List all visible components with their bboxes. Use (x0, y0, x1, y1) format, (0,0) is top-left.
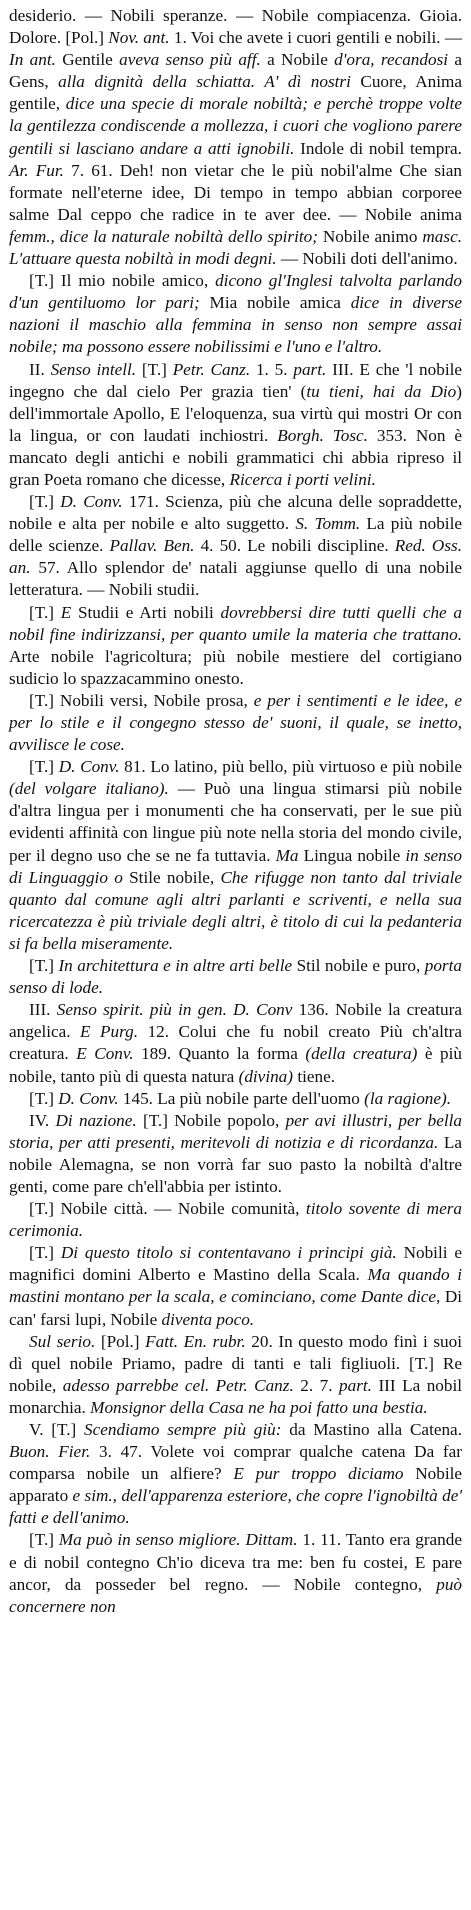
text-run: è più nobile, tanto più di questa natura (9, 1044, 462, 1086)
italic-text: Scendiamo sempre più giù: (84, 1420, 290, 1439)
text-run: ) dell'immortale Apollo, E l'eloquenza, sua virtù qui mostri Or con la lingua, or con laudati inchiostri. (9, 381, 462, 445)
entry-paragraph (9, 602, 462, 690)
text-run: Studii e Arti nobili (77, 602, 221, 622)
text-run: La più nobile delle scienze. (9, 514, 462, 556)
text-run: [T.] (29, 1530, 59, 1550)
italic-text: In architettura e in altre arti belle (58, 956, 297, 976)
text-run: IV. (29, 1110, 56, 1130)
italic-text: Ma quando i mastini montano per la scala, e cominciano, come Dante dice, (9, 1265, 462, 1307)
text-run: Arte nobile l'agricoltura; più nobile mestiere del cortigiano sudicio lo spazzacammino onesto. (9, 646, 462, 688)
entry-paragraph (9, 1242, 462, 1330)
italic-text: D. Conv. (60, 492, 129, 512)
text-run: V. [T.] (29, 1420, 85, 1439)
text-run: Nobile apparato (9, 1464, 462, 1506)
text-run: 171. Scienza, più che alcuna delle sopraddette, nobile e alta per nobile e alto suggetto. (9, 492, 463, 534)
text-run: 145. La più nobile parte dell'uomo (122, 1088, 365, 1108)
entry-paragraph (9, 999, 462, 1087)
italic-text: e per i sentimenti e le idee, e per lo stile e il congegno stesso de' suoni, il quale, se inetto, avvilisce le cose. (9, 690, 463, 755)
text-run: II. (29, 359, 51, 379)
text-run: 1. 5. (255, 359, 294, 379)
text-run: Mia nobile amica (209, 293, 351, 313)
entry-paragraph (9, 955, 462, 999)
italic-text: Fatt. En. rubr. (145, 1331, 252, 1351)
italic-text: (la ragione). (364, 1088, 452, 1108)
italic-text: Di questo titolo si contentavano i principi già. (60, 1243, 404, 1263)
entry-paragraph (9, 1198, 462, 1242)
entry-paragraph (9, 5, 462, 270)
italic-text: Che rifugge non tanto dal triviale quanto dal comune agli altri parlanti e scriventi, e nella sua ricercatezza è più triviale degli altri, è titolo di cui la pedanteria si fa bella miseramente. (9, 867, 462, 953)
italic-text: In ant. (9, 50, 63, 70)
text-run: III La nobil monarchia. (9, 1375, 463, 1417)
italic-text: Senso spirit. più in gen. D. Conv (56, 1000, 299, 1020)
italic-text: Nov. ant. (108, 28, 174, 48)
text-run: [T.] (29, 757, 59, 777)
italic-text: (della creatura) (305, 1044, 425, 1064)
italic-text: dice una specie di morale nobiltà; e perchè troppe volte la gentilezza condiscende a mollezza, i cuori che vogliono parere gentili si lasciano andare a atti ignobili. (9, 94, 462, 158)
entry-paragraph (9, 270, 462, 358)
text-run: Stil nobile e puro, (296, 956, 425, 976)
text-run: [T.] Nobile popolo, (142, 1110, 286, 1130)
text-run: tiene. (297, 1066, 336, 1086)
italic-text: per avi illustri, per bella storia, per atti presenti, meritevoli di notizia e di ricordanza. (9, 1110, 462, 1152)
text-run: 20. In questo modo finì i suoi dì quel nobile Priamo, padre di tanti e tali figliuoli. [T.] Re nobile, (9, 1331, 463, 1395)
italic-text: femm., dice la naturale nobiltà dello spirito; (9, 226, 323, 246)
text-run: [T.] (29, 492, 61, 512)
text-run: [T.] (29, 1088, 59, 1108)
text-run: Indole di nobil tempra. (300, 138, 462, 158)
italic-text: tu tieni, hai da Dio (306, 381, 457, 401)
text-run: [T.] (29, 956, 59, 976)
text-run: Gentile (62, 50, 120, 70)
italic-text: dicono gl'Inglesi talvolta parlando d'un gentiluomo lor pari; (9, 271, 462, 313)
italic-text: E (60, 602, 78, 622)
italic-text: S. Tomm. (295, 514, 367, 534)
text-run: — Nobili doti dell'animo. (280, 249, 458, 269)
italic-text: Ma può in senso migliore. Dittam. (58, 1530, 303, 1550)
italic-text: dice in diverse nazioni il maschio alla femmina in senso non sempre assai nobile; ma possono essere nobilissimi e l'uno e l'altro. (9, 293, 462, 357)
text-run: [T.] (29, 602, 61, 622)
italic-text: E Conv. (76, 1044, 142, 1064)
italic-text: Borgh. Tosc. (277, 425, 377, 445)
italic-text: in senso di Linguaggio o (9, 845, 463, 887)
text-run: 81. Lo latino, più bello, più virtuoso e più nobile (124, 757, 463, 777)
italic-text: Buon. Fier. (9, 1442, 99, 1462)
entry-paragraph (9, 1331, 462, 1419)
italic-text: Petr. Canz. (172, 359, 256, 379)
italic-text: D. Conv. (58, 1088, 123, 1108)
text-run: 1. 11. Tanto era grande e di nobil contegno Ch'io diceva tra me: ben fu costei, E pare ancor, da posseder bel regno. — Nobile contegno, (9, 1530, 462, 1594)
italic-text: aveva senso più aff. (119, 50, 268, 70)
text-run: [T.] Nobile città. — Nobile comunità, (29, 1199, 306, 1219)
italic-text: Monsignor della Casa ne ha poi fatto una bestia. (90, 1397, 428, 1417)
text-run: 136. Nobile la creatura angelica. (9, 1000, 462, 1042)
italic-text: può concernere non (9, 1574, 462, 1616)
text-run: 7. 61. Deh! non vietar che le più nobil'alme Che sian formate nell'eterne idee, Di tempo in tempo abbian corporee salme Dal ceppo che radice in te aver dee. — Nobile anima (9, 160, 463, 224)
text-run: 2. 7. (300, 1375, 339, 1395)
italic-text: Pallav. Ben. (109, 536, 201, 556)
text-run: Nobili e magnifici domini Alberto e Mastino della Scala. (9, 1243, 462, 1285)
italic-text: D. Conv. (58, 757, 125, 777)
italic-text: adesso parrebbe cel. Petr. Canz. (62, 1375, 301, 1395)
text-run: Cuore, Anima gentile, (9, 72, 462, 114)
text-run: a Nobile (267, 50, 335, 70)
italic-text: dovrebbersi dire tutti quelli che a nobil fine indirizzansi, per quanto umile la materia che trattano. (9, 602, 463, 644)
text-run: [T.] Nobili versi, Nobile prosa, (29, 690, 254, 710)
entry-paragraph (9, 359, 462, 492)
text-run: desiderio. — Nobili speranze. — Nobile compiacenza. Gioia. Dolore. [Pol.] (9, 6, 462, 48)
entry-paragraph (9, 1110, 462, 1198)
text-run: 12. Colui che fu nobil creato Più ch'altra creatura. (9, 1022, 462, 1064)
text-run: Nobile animo (322, 226, 423, 246)
text-run: 1. Voi che avete i cuori gentili e nobili. — (173, 28, 463, 48)
italic-text: Ricerca i porti velini. (229, 469, 376, 489)
italic-text: alla dignità della schiatta. A' dì nostri (58, 72, 361, 92)
italic-text: masc. L'attuare questa nobiltà in modi degni. (9, 226, 462, 269)
entry-paragraph (9, 491, 462, 601)
italic-text: e sim., dell'apparenza esteriore, che copre l'ignobiltà de' fatti e dell'animo. (9, 1486, 463, 1528)
text-run: — Può una lingua stimarsi più nobile d'altra lingua per i monumenti che ha conservati, per le sue più evidenti affinità con lingue più note nella storia del mondo civile, per il degno uso che se ne fa tuttavia. (9, 779, 462, 865)
italic-text: Red. Oss. an. (9, 536, 462, 578)
text-run: 57. Allo splendor de' natali aggiunse quello di una nobile letteratura. — Nobili studii. (9, 558, 463, 600)
entry-paragraph (9, 756, 462, 955)
italic-text: (divina) (238, 1066, 298, 1086)
text-run: [T.] (141, 359, 173, 379)
entry-paragraph (9, 1529, 462, 1617)
italic-text: Sul serio. (29, 1331, 101, 1351)
italic-text: part. (293, 359, 333, 379)
text-run: a Gens, (9, 50, 463, 92)
italic-text: d'ora, recandosi (334, 50, 455, 70)
italic-text: (del volgare italiano). (9, 779, 178, 799)
text-run: 3. 47. Volete voi comprar qualche catena Da far comparsa nobile un alfiere? (9, 1442, 462, 1484)
text-run: 4. 50. Le nobili discipline. (200, 536, 395, 556)
entry-paragraph (9, 690, 462, 756)
italic-text: porta senso di lode. (9, 956, 462, 998)
text-run: 353. Non è mancato degli antichi e nobili grammatici chi abbia ripreso il gran Poeta romano che dicesse, (9, 425, 462, 489)
italic-text: Ar. Fur. (9, 160, 72, 180)
italic-text: E pur troppo diciamo (233, 1464, 416, 1484)
text-run: La nobile Alemagna, se non vorrà far suo pasto la nobiltà d'altre genti, come pare ch'ell'abbia per istinto. (9, 1132, 462, 1196)
italic-text: E Purg. (80, 1022, 148, 1042)
text-run: III. E che 'l nobile ingegno che dal cielo Per grazia tien' ( (9, 359, 462, 401)
text-run: [Pol.] (100, 1331, 146, 1351)
entry-paragraph (9, 1419, 462, 1529)
italic-text: Di nazione. (55, 1110, 143, 1130)
text-run: III. (29, 1000, 57, 1020)
text-run: [T.] Il mio nobile amico, (29, 271, 216, 291)
text-run: Di can' farsi lupi, Nobile (9, 1287, 462, 1329)
text-run: Lingua nobile (303, 845, 406, 865)
italic-text: part. (339, 1375, 379, 1395)
italic-text: titolo sovente di mera cerimonia. (9, 1199, 462, 1241)
italic-text: Senso intell. (50, 359, 142, 379)
text-run: [T.] (29, 1243, 61, 1263)
text-run: Stile nobile, (129, 867, 221, 887)
entry-paragraph (9, 1088, 462, 1110)
italic-text: diventa poco. (161, 1309, 255, 1329)
text-run: 189. Quanto la forma (141, 1044, 306, 1064)
italic-text: Ma (275, 845, 304, 865)
text-run: da Mastino alla Catena. (289, 1420, 462, 1439)
